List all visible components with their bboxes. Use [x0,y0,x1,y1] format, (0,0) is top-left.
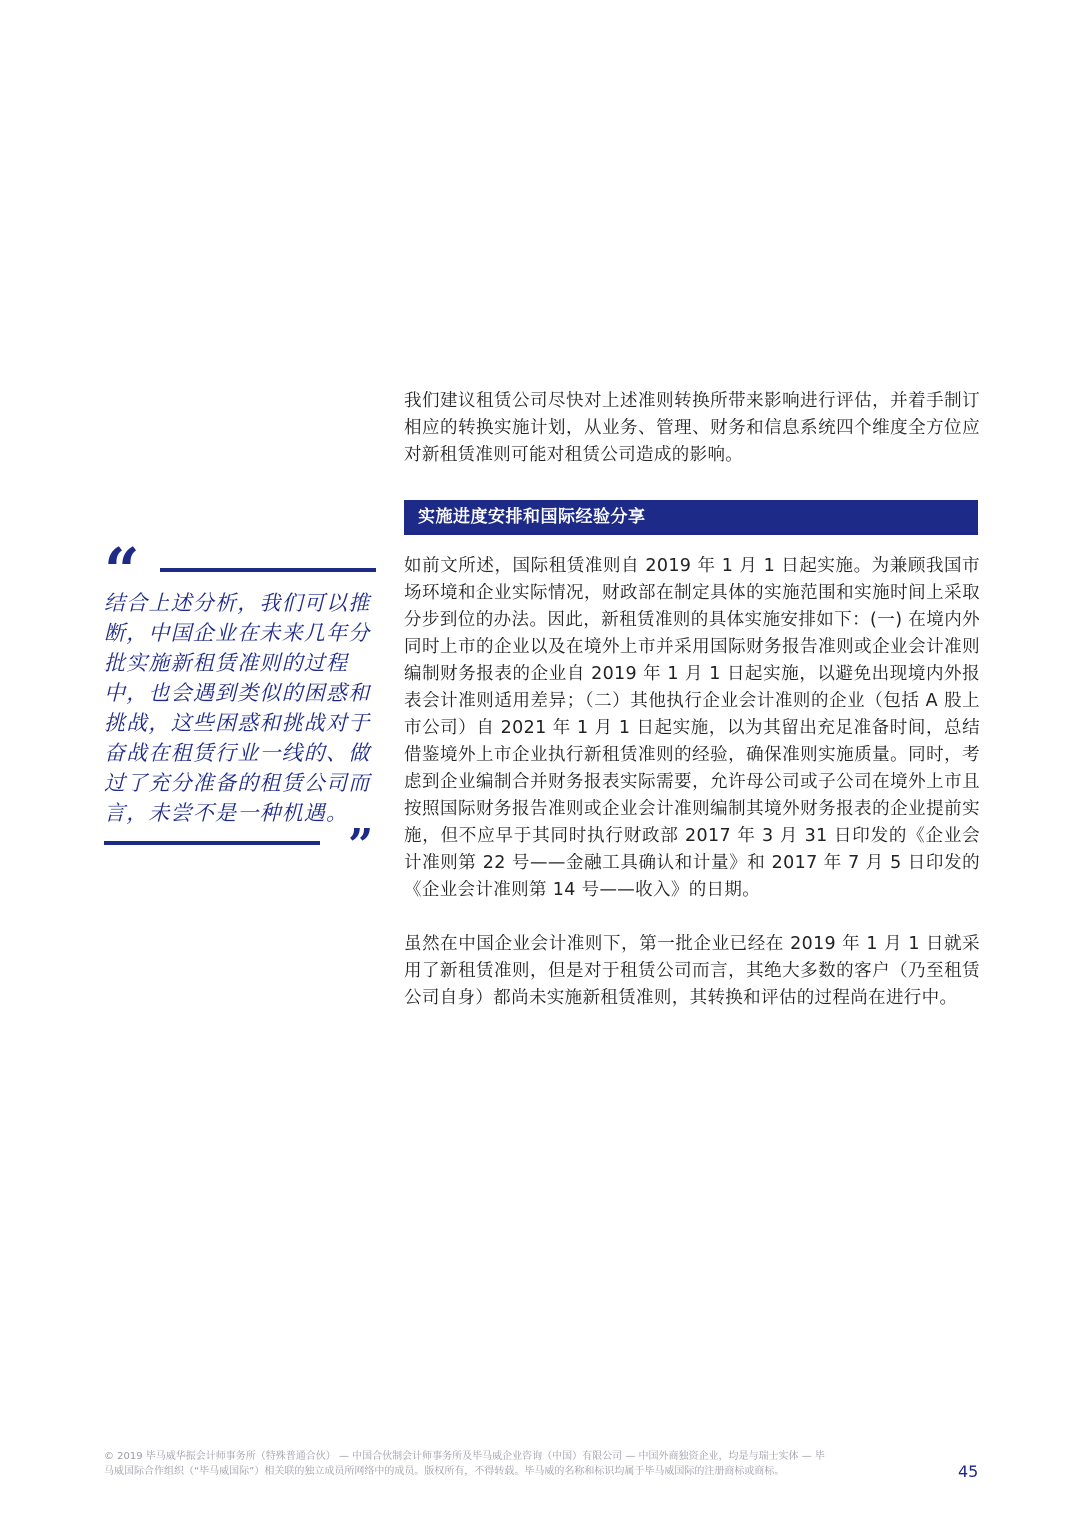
intro-paragraph: 我们建议租赁公司尽快对上述准则转换所带来影响进行评估，并着手制订相应的转换实施计划，从业务、管理、财务和信息系统四个维度全方位应对新租赁准则可能对租赁公司造成的影响。 [404,391,980,465]
section-heading: 实施进度安排和国际经验分享 [404,500,978,535]
page-number: 45 [958,1462,979,1481]
close-quote-icon: ” [348,820,374,871]
footer-copyright: © 2019 毕马威华振会计师事务所（特殊普通合伙） — 中国合伙制会计师事务所及毕马威企业咨询（中国）有限公司 — 中国外商独资企业，均是与瑞士实体 — 毕马威国际合作组织（“毕马威国际”）相关联的独立成员所网络中的成员。版权所有，不得转载。毕马威的名称和标识均属于毕马威国际的注册商标或商标。 [104,1451,825,1477]
body-paragraph-2: 虽然在中国企业会计准则下，第一批企业已经在 2019 年 1 月 1 日就采用了新租赁准则，但是对于租赁公司而言，其绝大多数的客户（乃至租赁公司自身）都尚未实施新租赁准则，其转换和评估的过程尚在进行中。 [404,934,980,1008]
pull-quote-text: 结合上述分析，我们可以推断，中国企业在未来几年分批实施新租赁准则的过程中，也会遇到类似的困惑和挑战，这些困惑和挑战对于奋战在租赁行业一线的、做过了充分准备的租赁公司而言，未尝不是一种机遇。 [104,591,371,825]
open-quote-icon: “ [104,534,140,607]
pull-quote-bottom-rule [104,841,320,845]
pull-quote-top-rule [160,568,376,572]
body-paragraph-1: 如前文所述，国际租赁准则自 2019 年 1 月 1 日起实施。为兼顾我国市场环境和企业实际情况，财政部在制定具体的实施范围和实施时间上采取分步到位的办法。因此，新租赁准则的具体实施安排如下：(一) 在境内外同时上市的企业以及在境外上市并采用国际财务报告准则或企业会计准则编制财务报表的企业自 2019 年 1 月 1 日起实施，以避免出现境内外报表会计准则适用差异；（二）其他执行企业会计准则的企业（包括 A 股上市公司）自 2021 年 1 月 1 日起实施，以为其留出充足准备时间，总结借鉴境外上市企业执行新租赁准则的经验，确保准则实施质量。同时，考虑到企业编制合并财务报表实际需要，允许母公司或子公司在境外上市且按照国际财务报告准则或企业会计准则编制其境外财务报表的企业提前实施，但不应早于其同时执行财政部 2017 年 3 月 31 日印发的《企业会计准则第 22 号——金融工具确认和计量》和 2017 年 7 月 5 日印发的《企业会计准则第 14 号——收入》的日期。 [404,556,980,900]
